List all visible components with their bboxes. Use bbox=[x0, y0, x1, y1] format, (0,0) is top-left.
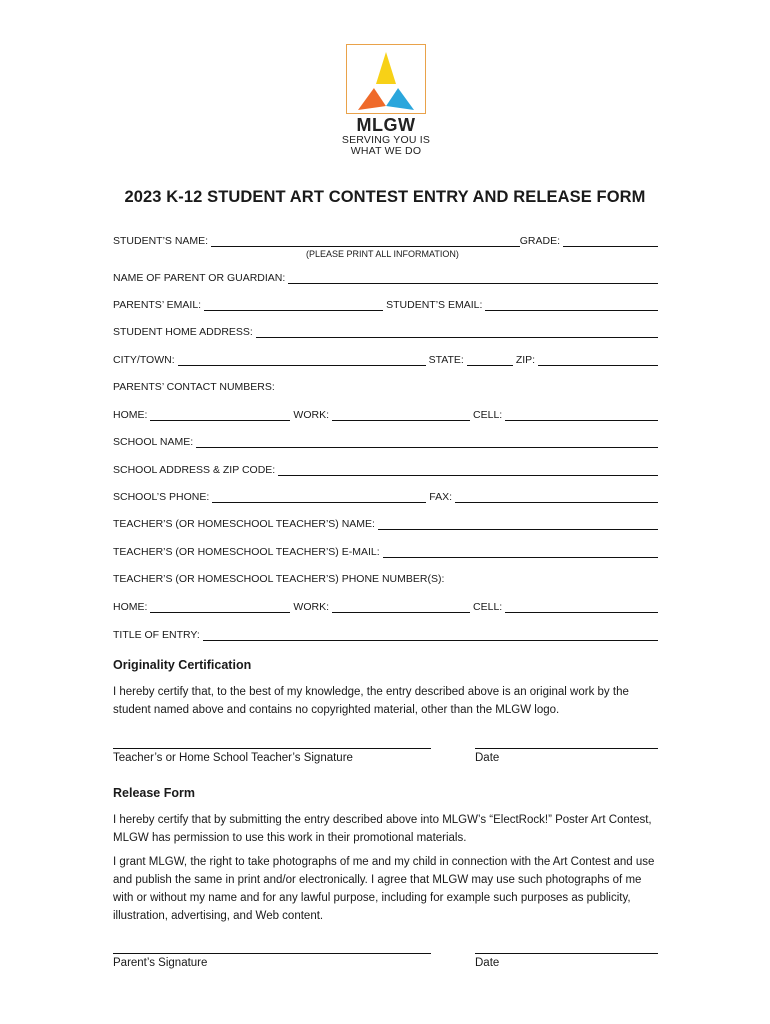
mlgw-logo-mark bbox=[346, 44, 426, 114]
teacher-date-line[interactable] bbox=[475, 747, 658, 749]
school-address-label: SCHOOL ADDRESS & ZIP CODE: bbox=[113, 464, 276, 476]
zip-field[interactable] bbox=[538, 355, 658, 366]
cell-phone-label: CELL: bbox=[473, 409, 503, 421]
parent-date-label: Date bbox=[475, 957, 500, 969]
fax-field[interactable] bbox=[455, 492, 658, 503]
city-field[interactable] bbox=[178, 355, 426, 366]
teacher-cell-phone-label: CELL: bbox=[473, 601, 503, 613]
state-label: STATE: bbox=[428, 354, 464, 366]
city-label: CITY/TOWN: bbox=[113, 354, 175, 366]
row-teacher-email bbox=[113, 542, 658, 558]
print-note: (PLEASE PRINT ALL INFORMATION) bbox=[306, 249, 459, 259]
parent-signature-line[interactable] bbox=[113, 952, 431, 954]
parent-date-line[interactable] bbox=[475, 952, 658, 954]
originality-text: I hereby certify that, to the best of my knowledge, the entry described above is an original work by the student named above and contains no copyrighted material, other than the MLGW logo. bbox=[113, 686, 629, 716]
mlgw-logo bbox=[333, 44, 439, 157]
school-name-field[interactable] bbox=[196, 437, 658, 448]
logo-tagline-2: WHAT WE DO bbox=[350, 145, 422, 157]
teacher-name-label: TEACHER’S (OR HOMESCHOOL TEACHER’S) NAME: bbox=[113, 518, 375, 530]
teacher-phone-label: TEACHER’S (OR HOMESCHOOL TEACHER’S) PHONE NUMBER(S): bbox=[113, 573, 445, 585]
row-parent-phones bbox=[113, 405, 658, 421]
parent-name-field[interactable] bbox=[288, 273, 658, 284]
mlgw-triangle-icon bbox=[346, 44, 426, 114]
students-email-field[interactable] bbox=[485, 300, 658, 311]
row-teacher-phone-heading bbox=[113, 569, 658, 585]
fax-label: FAX: bbox=[429, 491, 453, 503]
logo-tagline-1: SERVING YOU IS bbox=[341, 134, 431, 146]
teacher-email-label: TEACHER’S (OR HOMESCHOOL TEACHER’S) E-MAIL: bbox=[113, 546, 380, 558]
student-name-field[interactable] bbox=[211, 236, 520, 247]
teacher-signature-label: Teacher’s or Home School Teacher’s Signature bbox=[113, 752, 353, 764]
logo-wordmark: MLGW bbox=[356, 115, 416, 135]
row-school-phone bbox=[113, 487, 658, 503]
home-phone-field[interactable] bbox=[150, 410, 290, 421]
row-teacher-name bbox=[113, 514, 658, 530]
teacher-work-phone-field[interactable] bbox=[332, 602, 470, 613]
row-school-address bbox=[113, 460, 658, 476]
school-address-field[interactable] bbox=[278, 465, 658, 476]
parent-name-label: NAME OF PARENT OR GUARDIAN: bbox=[113, 272, 286, 284]
row-school-name bbox=[113, 432, 658, 448]
originality-heading: Originality Certification bbox=[113, 658, 252, 672]
grade-label: GRADE: bbox=[519, 235, 560, 247]
teacher-home-phone-label: HOME: bbox=[113, 601, 148, 613]
teacher-home-phone-field[interactable] bbox=[150, 602, 290, 613]
school-phone-label: SCHOOL’S PHONE: bbox=[113, 491, 210, 503]
school-name-label: SCHOOL NAME: bbox=[113, 436, 194, 448]
student-name-label: STUDENT’S NAME: bbox=[113, 235, 209, 247]
teacher-cell-phone-field[interactable] bbox=[505, 602, 658, 613]
row-home-address bbox=[113, 322, 658, 338]
teacher-email-field[interactable] bbox=[383, 547, 658, 558]
home-address-field[interactable] bbox=[256, 327, 658, 338]
row-contact-heading bbox=[113, 377, 658, 393]
zip-label: ZIP: bbox=[515, 354, 536, 366]
row-emails bbox=[113, 295, 658, 311]
parent-signature-label: Parent’s Signature bbox=[113, 957, 208, 969]
grade-field[interactable] bbox=[563, 236, 658, 247]
teacher-date-label: Date bbox=[475, 752, 500, 764]
form-title: 2023 K-12 STUDENT ART CONTEST ENTRY AND RELEASE FORM bbox=[124, 188, 646, 206]
home-phone-label: HOME: bbox=[113, 409, 148, 421]
release-text-1: I hereby certify that by submitting the entry described above into MLGW’s “ElectRock!” Poster Art Contest, MLGW has permission to use this work in their promotional materials. bbox=[113, 814, 652, 844]
release-heading: Release Form bbox=[113, 786, 195, 800]
title-of-entry-label: TITLE OF ENTRY: bbox=[113, 629, 200, 641]
row-parent-name bbox=[113, 268, 658, 284]
title-of-entry-field[interactable] bbox=[203, 630, 658, 641]
parents-email-field[interactable] bbox=[204, 300, 383, 311]
home-address-label: STUDENT HOME ADDRESS: bbox=[113, 326, 253, 338]
work-phone-field[interactable] bbox=[332, 410, 470, 421]
work-phone-label: WORK: bbox=[293, 409, 330, 421]
row-city-state-zip bbox=[113, 350, 658, 366]
cell-phone-field[interactable] bbox=[505, 410, 658, 421]
teacher-work-phone-label: WORK: bbox=[293, 601, 330, 613]
parents-email-label: PARENTS’ EMAIL: bbox=[113, 299, 202, 311]
teacher-name-field[interactable] bbox=[378, 519, 658, 530]
row-teacher-phones bbox=[113, 597, 658, 613]
row-title-of-entry bbox=[113, 625, 658, 641]
students-email-label: STUDENT’S EMAIL: bbox=[386, 299, 483, 311]
row-student-name bbox=[113, 231, 658, 247]
release-text-2: I grant MLGW, the right to take photographs of me and my child in connection with the Art Contest and use and publish the same in print and/or electronically. I agree that MLGW may use such photographs of me with or without my name and for any lawful purpose, including for example such purposes as publicity, illustration, advertising, and Web content. bbox=[113, 856, 655, 922]
state-field[interactable] bbox=[467, 355, 513, 366]
contact-numbers-label: PARENTS’ CONTACT NUMBERS: bbox=[113, 381, 275, 393]
teacher-signature-line[interactable] bbox=[113, 747, 431, 749]
school-phone-field[interactable] bbox=[212, 492, 426, 503]
